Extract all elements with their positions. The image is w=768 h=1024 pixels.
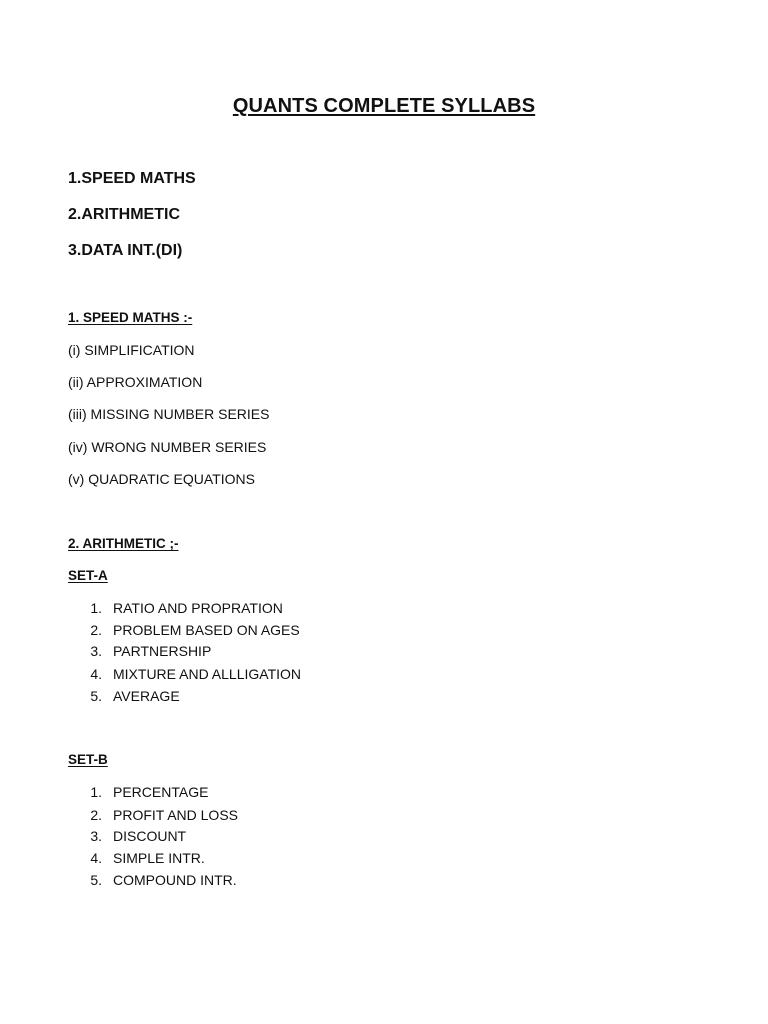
- speed-maths-item: (i) SIMPLIFICATION: [68, 342, 195, 358]
- set-b-item-number: 3.: [90, 828, 102, 844]
- set-b-item-text: SIMPLE INTR.: [113, 850, 205, 866]
- set-b-item-number: 5.: [90, 872, 102, 888]
- arithmetic-heading: 2. ARITHMETIC ;-: [68, 536, 179, 551]
- page-title: QUANTS COMPLETE SYLLABS: [232, 95, 536, 117]
- set-a-item-text: PROBLEM BASED ON AGES: [113, 622, 300, 638]
- set-b-item-number: 1.: [90, 784, 102, 800]
- toc-item-speed-maths: 1.SPEED MATHS: [68, 170, 196, 187]
- set-b-item-text: DISCOUNT: [113, 828, 187, 844]
- set-a-item-number: 4.: [90, 666, 102, 682]
- set-a-item-text: RATIO AND PROPRATION: [113, 600, 283, 616]
- set-b-item-number: 4.: [90, 850, 102, 866]
- set-b-item-text: COMPOUND INTR.: [113, 872, 237, 888]
- set-a-item-number: 5.: [90, 688, 102, 704]
- set-a-item-text: MIXTURE AND ALLLIGATION: [113, 666, 302, 682]
- speed-maths-item: (ii) APPROXIMATION: [68, 374, 203, 390]
- set-a-item-text: AVERAGE: [113, 688, 180, 704]
- set-a-heading: SET-A: [68, 568, 108, 583]
- set-b-heading: SET-B: [68, 752, 108, 767]
- toc-item-data-interpretation: 3.DATA INT.(DI): [68, 242, 183, 259]
- set-b-item-text: PERCENTAGE: [113, 784, 209, 800]
- set-b-item-number: 2.: [90, 807, 102, 823]
- speed-maths-item: (iv) WRONG NUMBER SERIES: [68, 439, 267, 455]
- set-a-item-number: 3.: [90, 643, 102, 659]
- speed-maths-item: (iii) MISSING NUMBER SERIES: [68, 406, 270, 422]
- set-a-item-number: 2.: [90, 622, 102, 638]
- set-a-item-number: 1.: [90, 600, 102, 616]
- set-b-item-text: PROFIT AND LOSS: [113, 807, 238, 823]
- set-a-item-text: PARTNERSHIP: [113, 643, 212, 659]
- speed-maths-heading: 1. SPEED MATHS :-: [68, 310, 193, 325]
- toc-item-arithmetic: 2.ARITHMETIC: [68, 206, 180, 223]
- speed-maths-item: (v) QUADRATIC EQUATIONS: [68, 471, 255, 487]
